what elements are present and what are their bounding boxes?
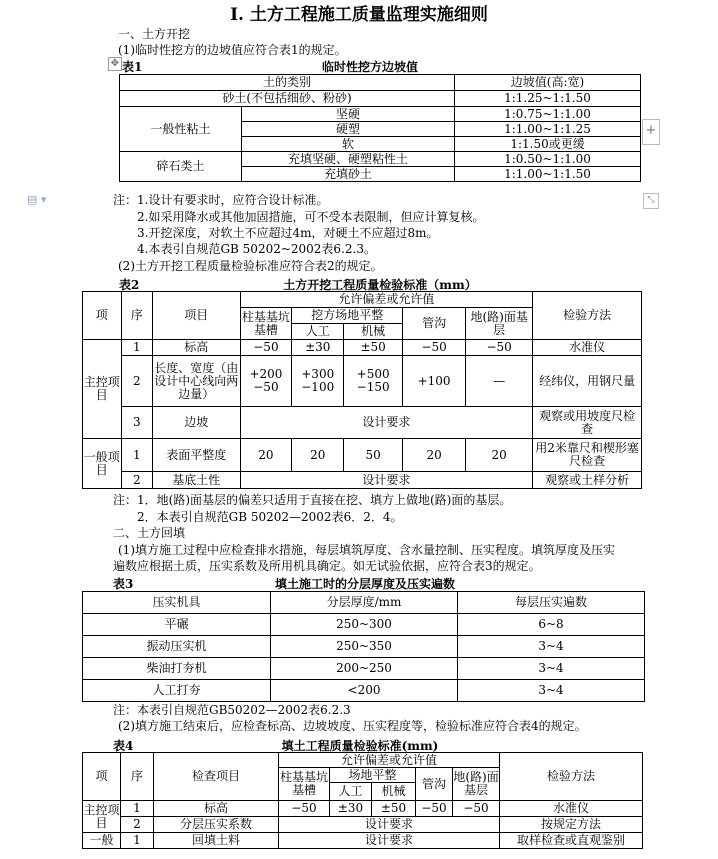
table1-label: 表1	[122, 60, 143, 74]
table2-header: 挖方场地平整	[292, 308, 403, 324]
table2-cell: +300 −100	[292, 356, 344, 407]
paragraph-3-cont: 遍数应根据土质，压实系数及所用机具确定。如无试验依据，应符合表3的规定。	[113, 559, 541, 573]
table4-cell: 1	[121, 801, 154, 817]
table2-cell: 20	[466, 439, 533, 472]
table3-cell: 平碾	[83, 614, 271, 636]
table2-header: 管沟	[403, 308, 466, 340]
page-title: I. 土方工程施工质量监理实施细则	[230, 5, 488, 25]
table2-cell: 水准仪	[533, 340, 642, 356]
note1-line: 3.开挖深度，对软土不应超过4m，对硬土不应超过8m。	[137, 226, 439, 240]
table1-cell: 软	[242, 137, 455, 152]
table4-group-general: 一般	[83, 833, 121, 849]
table4-cell: ±50	[372, 801, 416, 817]
table4-cell: 分层压实系数	[154, 817, 279, 833]
note1-line: 注：1.设计有要求时，应符合设计标准。	[113, 193, 329, 207]
table1-title: 临时性挖方边坡值	[321, 60, 418, 74]
table2-header: 地(路)面基层	[466, 308, 533, 340]
table2-header: 柱基基坑基槽	[240, 308, 292, 340]
note1-line: 2.如采用降水或其他加固措施，可不受本表限制，但应计算复核。	[137, 210, 485, 224]
table2-cell: +100	[403, 356, 466, 407]
table4-header: 序	[121, 753, 154, 801]
section-heading-2: 二、土方回填	[113, 526, 186, 540]
table2-cell: 20	[292, 439, 344, 472]
table4-header: 人工	[330, 783, 372, 801]
table3-title: 填土施工时的分层厚度及压实遍数	[274, 577, 455, 591]
table2	[82, 291, 642, 489]
table2-cell: 观察或土样分析	[533, 472, 642, 489]
table3-cell: 3~4	[458, 680, 645, 702]
table1-cell: 1:1.50或更缓	[455, 137, 641, 152]
paragraph-2: (2)土方开挖工程质量检验标准应符合表2的规定。	[118, 259, 383, 273]
table2-cell: 50	[344, 439, 403, 472]
table1-cell: 1:0.50~1:1.00	[455, 152, 641, 167]
table2-title: 土方开挖工程质量检验标准（mm）	[283, 278, 477, 292]
table3-cell: 250~350	[271, 636, 458, 658]
table1-cell: 一般性粘土	[120, 107, 242, 152]
table4-title: 填土工程质量检验标准(mm)	[281, 739, 439, 753]
table2-group-general: 一般项目	[83, 439, 122, 489]
note1-line: 4.本表引自规范GB 50202~2002表6.2.3。	[137, 242, 376, 256]
table3-label: 表3	[113, 577, 134, 591]
table2-cell: 长度、宽度（由设计中心线向两边量）	[153, 356, 240, 407]
table2-cell: 经纬仪，用钢尺量	[533, 356, 642, 407]
table3-cell: 3~4	[458, 636, 645, 658]
table4-header: 项	[83, 753, 121, 801]
table4-cell: 标高	[154, 801, 279, 817]
table2-cell: 标高	[153, 340, 240, 356]
table2-cell: 基底土性	[153, 472, 240, 489]
table3-cell: 3~4	[458, 658, 645, 680]
table4-cell: 按规定方法	[500, 817, 643, 833]
table2-header: 项	[83, 292, 122, 340]
table3-cell: 振动压实机	[83, 636, 271, 658]
table3-cell: 人工打夯	[83, 680, 271, 702]
table3-header: 每层压实遍数	[458, 592, 645, 614]
table4-cell: 2	[121, 817, 154, 833]
table2-header: 允许偏差或允许值	[240, 292, 533, 308]
paragraph-3: (1)填方施工过程中应检查排水措施，每层填筑厚度、含水量控制、压实程度。填筑厚度及压实	[118, 543, 616, 557]
table4-cell: 设计要求	[279, 833, 500, 849]
table1-header-slope: 边坡值(高:宽)	[455, 75, 641, 91]
table4-group-main: 主控项目	[83, 801, 121, 833]
table2-cell: 2	[121, 356, 153, 407]
table2-cell: 表面平整度	[153, 439, 240, 472]
table2-cell: +500 −150	[344, 356, 403, 407]
note3: 注：本表引自规范GB50202—2002表6.2.3	[113, 703, 351, 717]
table2-cell: 3	[121, 407, 153, 439]
table1-cell: 坚硬	[242, 107, 455, 122]
table2-cell: 设计要求	[240, 472, 533, 489]
table4	[82, 752, 643, 849]
table1-cell: 充填坚硬、硬塑粘性土	[242, 152, 455, 167]
table1-cell: 1:1.00~1:1.50	[455, 167, 641, 182]
table3-cell: 250~300	[271, 614, 458, 636]
table1-cell: 充填砂土	[242, 167, 455, 182]
table4-header: 允许偏差或允许值	[279, 753, 500, 768]
table2-cell: 2	[121, 472, 153, 489]
table2-cell: ±50	[344, 340, 403, 356]
table3-cell: 200~250	[271, 658, 458, 680]
table4-cell: 取样检查或直观鉴别	[500, 833, 643, 849]
table3-cell: 柴油打夯机	[83, 658, 271, 680]
table2-cell: 1	[121, 439, 153, 472]
table4-header: 检查项目	[154, 753, 279, 801]
table3-header: 分层厚度/mm	[271, 592, 458, 614]
paragraph-4: (2)填方施工结束后，应检查标高、边坡坡度、压实程度等，检验标准应符合表4的规定。	[118, 719, 587, 733]
move-handle-icon[interactable]: ✥	[108, 57, 122, 71]
note2-line: 注：1．地(路)面基层的偏差只适用于直接在挖、填方上做地(路)面的基层。	[113, 493, 512, 507]
table2-cell: 边坡	[153, 407, 240, 439]
table1-cell: 碎石类土	[120, 152, 242, 182]
table3-cell: 6~8	[458, 614, 645, 636]
table2-cell: −50	[240, 340, 292, 356]
table2-cell: —	[466, 356, 533, 407]
table1	[119, 74, 641, 182]
table2-group-main: 主控项目	[83, 340, 122, 439]
table2-header: 人工	[292, 324, 344, 340]
table4-cell: ±30	[330, 801, 372, 817]
table2-cell: 用2米靠尺和楔形塞尺检查	[533, 439, 642, 472]
note2-line: 2．本表引自规范GB 50202—2002表6．2．4。	[137, 510, 403, 524]
table2-cell: 1	[121, 340, 153, 356]
table3-cell: <200	[271, 680, 458, 702]
table4-cell: 设计要求	[279, 817, 500, 833]
table4-cell: −50	[416, 801, 453, 817]
table2-cell: +200 −50	[240, 356, 292, 407]
table2-cell: −50	[403, 340, 466, 356]
add-column-icon[interactable]: +	[642, 119, 660, 145]
table4-header: 地(路)面基层	[453, 768, 500, 801]
table4-cell: −50	[453, 801, 500, 817]
table4-cell: 水准仪	[500, 801, 643, 817]
table2-header: 序	[121, 292, 153, 340]
table2-cell: −50	[466, 340, 533, 356]
table1-cell: 1:0.75~1:1.00	[455, 107, 641, 122]
table1-cell: 砂土(不包括细砂、粉砂)	[120, 91, 455, 107]
table4-cell: −50	[279, 801, 330, 817]
table2-header: 项目	[153, 292, 240, 340]
table2-header: 检验方法	[533, 292, 642, 340]
table2-cell: 设计要求	[240, 407, 533, 439]
table4-cell: 1	[121, 833, 154, 849]
table2-cell: 20	[240, 439, 292, 472]
section-heading-1: 一、土方开挖	[118, 27, 191, 41]
table2-cell: 观察或用坡度尺检查	[533, 407, 642, 439]
table4-label: 表4	[113, 739, 134, 753]
resize-icon[interactable]: ⤡	[643, 193, 659, 209]
table1-cell: 1:1.25~1:1.50	[455, 91, 641, 107]
table1-cell: 硬塑	[242, 122, 455, 137]
table2-label: 表2	[119, 278, 140, 292]
table2-header: 机械	[344, 324, 403, 340]
table4-header: 场地平整	[330, 768, 416, 783]
table4-header: 机械	[372, 783, 416, 801]
table2-cell: ±30	[292, 340, 344, 356]
table4-header: 检验方法	[500, 753, 643, 801]
table4-cell: 回填土料	[154, 833, 279, 849]
table1-cell: 1:1.00~1:1.25	[455, 122, 641, 137]
table4-header: 管沟	[416, 768, 453, 801]
table3	[82, 591, 645, 702]
document-icon[interactable]: ▤ ▾	[27, 193, 47, 206]
paragraph-1: (1)临时性挖方的边坡值应符合表1的规定。	[118, 43, 347, 57]
table2-cell: 20	[403, 439, 466, 472]
table1-header-soil: 土的类别	[120, 75, 455, 91]
table3-header: 压实机具	[83, 592, 271, 614]
table4-header: 柱基基坑基槽	[279, 768, 330, 801]
